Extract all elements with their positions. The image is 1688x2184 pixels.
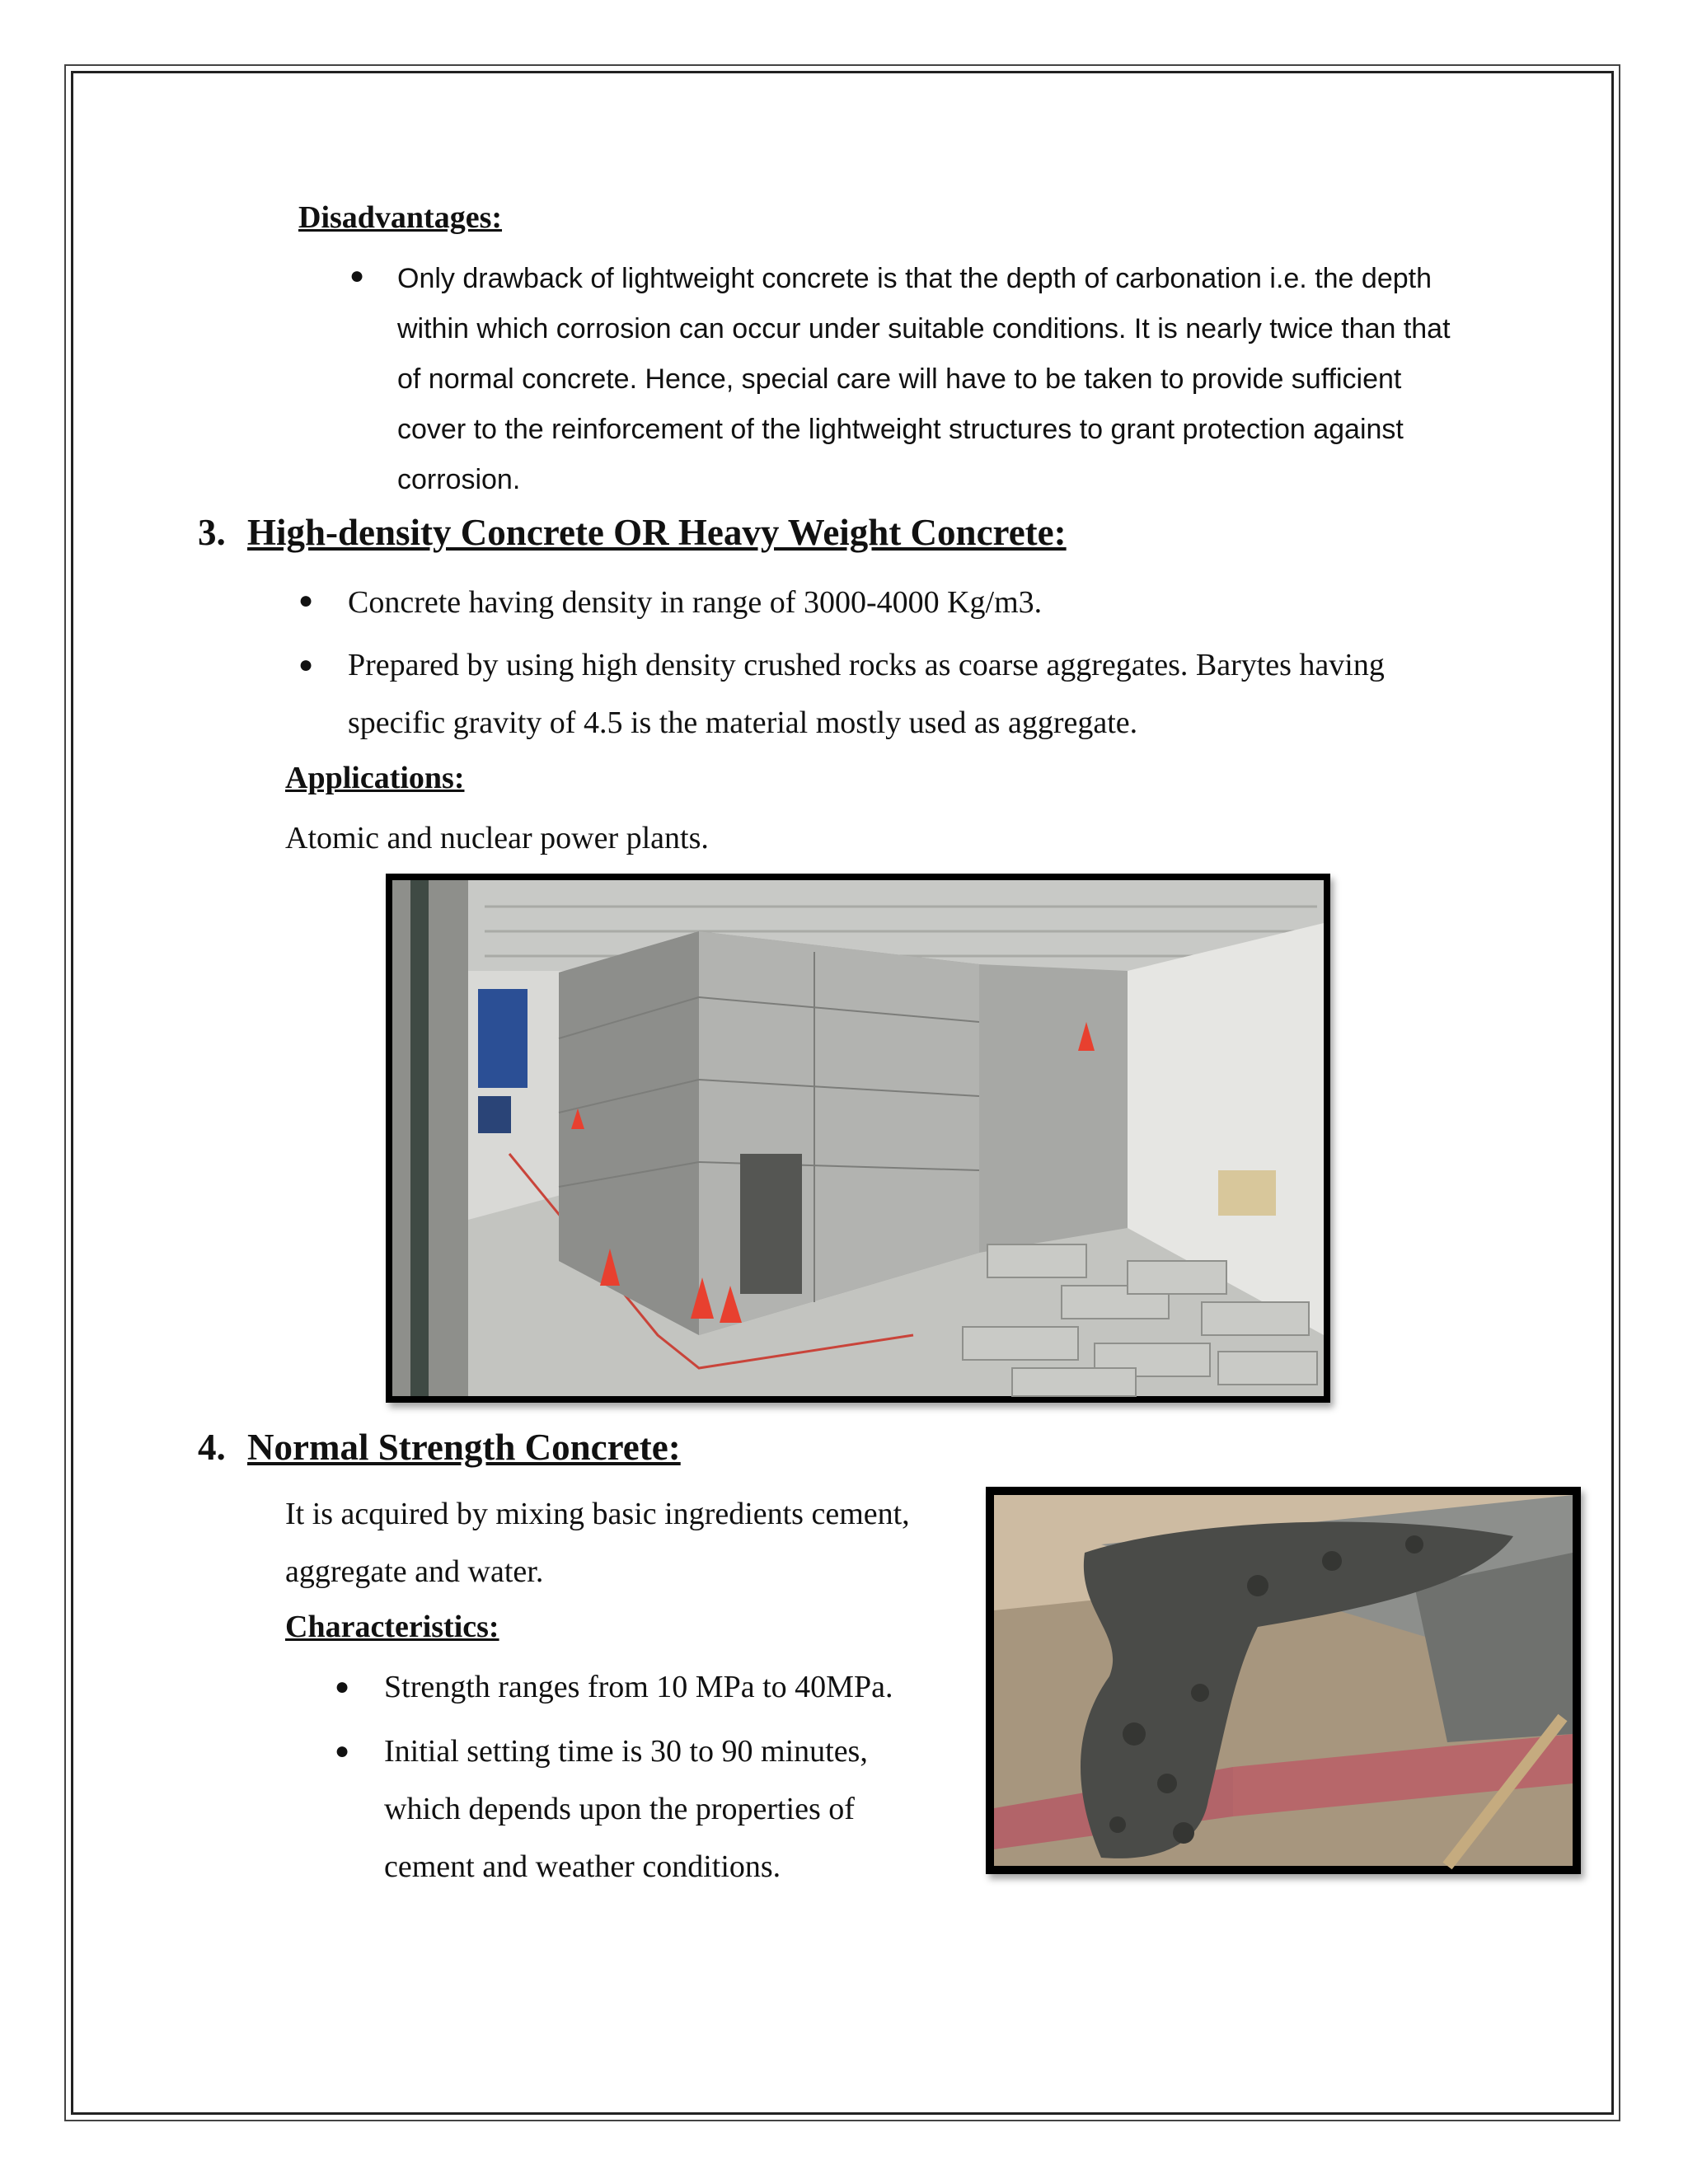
- bullet-icon: ●: [298, 651, 314, 678]
- section-3-heading: [198, 511, 1067, 554]
- concrete-pouring-photo: [986, 1487, 1581, 1874]
- disadvantage-line: corrosion.: [397, 464, 521, 495]
- bullet-icon: ●: [335, 1673, 350, 1700]
- bullet-line: cement and weather conditions.: [384, 1849, 781, 1884]
- section-4-intro: [285, 1485, 910, 1601]
- disadvantage-line: cover to the reinforcement of the lightweight structures to grant protection against: [397, 414, 1404, 445]
- disadvantages-heading: Disadvantages:: [298, 200, 503, 235]
- bullet-line: specific gravity of 4.5 is the material mostly used as aggregate.: [348, 705, 1138, 740]
- characteristics-heading: Characteristics:: [285, 1610, 499, 1644]
- section-title: High-density Concrete OR Heavy Weight Concrete:: [247, 512, 1067, 553]
- disadvantage-line: within which corrosion can occur under suitable conditions. It is nearly twice than that: [397, 313, 1451, 344]
- characteristic-bullet: Strength ranges from 10 MPa to 40MPa.: [384, 1670, 893, 1704]
- bullet-icon: ●: [335, 1737, 350, 1765]
- intro-line: It is acquired by mixing basic ingredients cement,: [285, 1497, 910, 1531]
- disadvantage-line: of normal concrete. Hence, special care will have to be taken to provide sufficient: [397, 363, 1402, 395]
- section-number: 4.: [198, 1427, 226, 1468]
- characteristic-bullet: [384, 1722, 868, 1896]
- intro-line: aggregate and water.: [285, 1554, 544, 1589]
- section-4-heading: [198, 1426, 681, 1469]
- shielding-structure-photo: [386, 874, 1330, 1403]
- section-3-bullet: [348, 636, 1385, 752]
- bullet-line: which depends upon the properties of: [384, 1792, 855, 1826]
- bullet-line: Prepared by using high density crushed rocks as coarse aggregates. Barytes having: [348, 648, 1385, 682]
- bullet-icon: ●: [349, 262, 365, 289]
- section-title: Normal Strength Concrete:: [247, 1427, 681, 1468]
- bullet-icon: ●: [298, 587, 314, 614]
- applications-text: Atomic and nuclear power plants.: [285, 821, 709, 855]
- disadvantage-line: Only drawback of lightweight concrete is that the depth of carbonation i.e. the depth: [397, 263, 1432, 294]
- bullet-line: Initial setting time is 30 to 90 minutes,: [384, 1734, 868, 1769]
- section-3-bullet: Concrete having density in range of 3000-4000 Kg/m3.: [348, 585, 1043, 620]
- applications-heading: Applications:: [285, 761, 465, 795]
- section-number: 3.: [198, 512, 226, 553]
